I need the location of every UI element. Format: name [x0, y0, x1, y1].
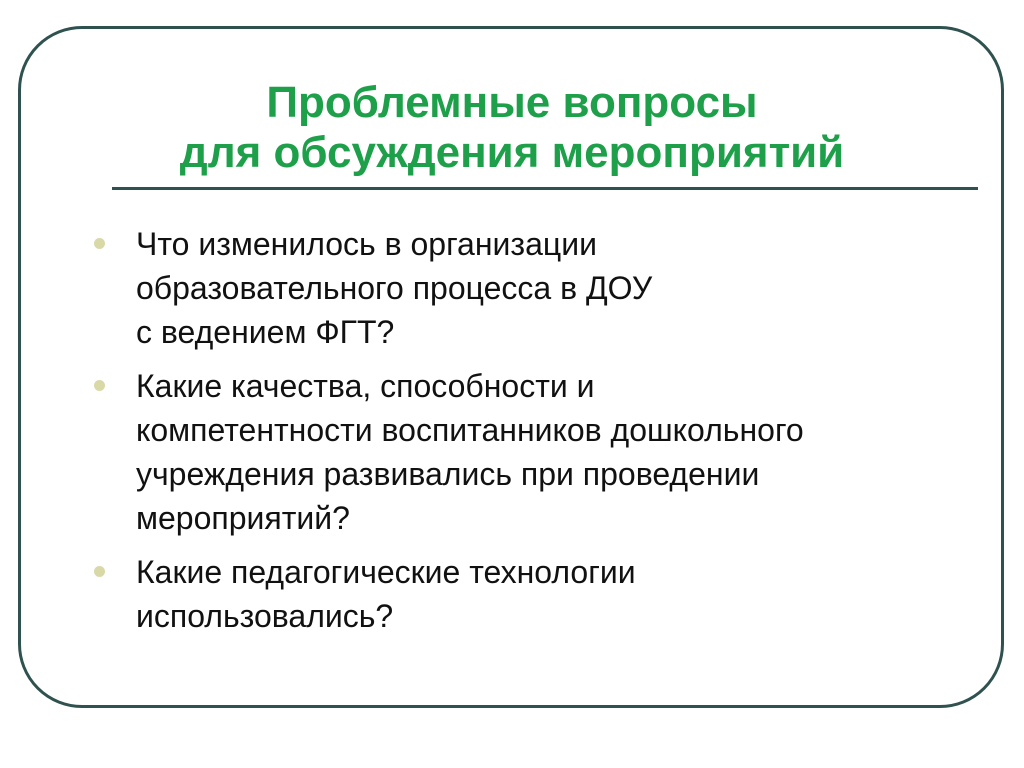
title-divider [112, 187, 978, 190]
bullet-2-line-3: учреждения развивались при проведении [136, 456, 760, 492]
slide-title [60, 78, 964, 178]
bullet-item-1 [94, 222, 964, 354]
bullet-dot-icon [94, 566, 105, 577]
title-line-2: для обсуждения мероприятий [179, 128, 845, 177]
bullet-dot-icon [94, 238, 105, 249]
bullet-3-line-2: использовались? [136, 598, 394, 634]
bullet-2-line-2: компетентности воспитанников дошкольного [136, 412, 804, 448]
bullet-2-line-1: Какие качества, способности и [136, 368, 595, 404]
bullet-3-line-1: Какие педагогические технологии [136, 554, 636, 590]
bullet-1-line-2: образовательного процесса в ДОУ [136, 270, 653, 306]
bullet-2-line-4: мероприятий? [136, 500, 350, 536]
bullet-1-line-1: Что изменилось в организации [136, 226, 597, 262]
bullet-list [94, 222, 964, 648]
bullet-dot-icon [94, 380, 105, 391]
title-line-1: Проблемные вопросы [266, 78, 758, 127]
bullet-item-3 [94, 550, 964, 638]
bullet-1-line-3: с ведением ФГТ? [136, 314, 395, 350]
bullet-item-2 [94, 364, 964, 540]
